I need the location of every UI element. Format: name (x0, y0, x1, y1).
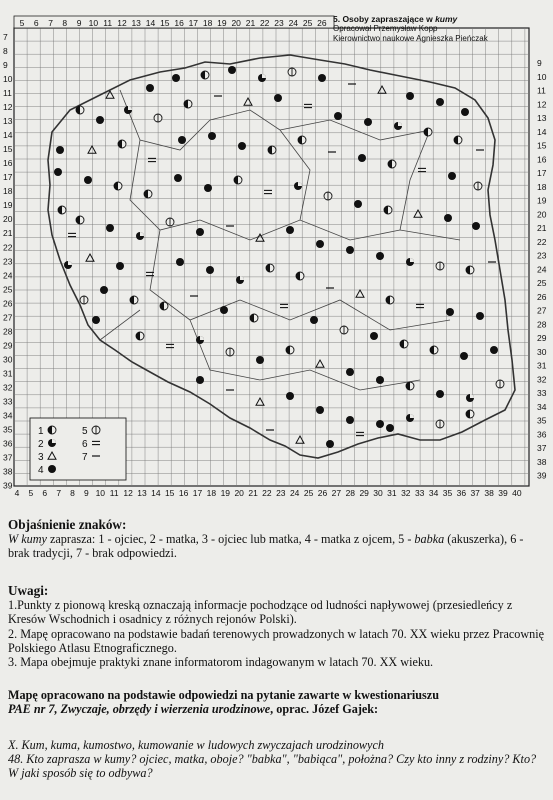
map-symbol-half-dark-circle (266, 264, 274, 272)
bottom-col-label: 37 (470, 488, 480, 498)
top-col-label: 7 (48, 18, 53, 28)
note-2: 2. Mapę opracowano na podstawie badań terenowych prowadzonych w latach 70. XX wieku przez Pracownię Polskiego Atlasu Etnograficznego. (8, 626, 545, 655)
top-col-label: 10 (88, 18, 99, 28)
map-symbol-dark-circle (346, 368, 354, 376)
bottom-col-label: 21 (248, 488, 258, 498)
map-symbol-half-dark-circle (430, 346, 438, 354)
map-symbol-circle-line (324, 192, 332, 200)
map-symbol-half-dark-circle (298, 136, 306, 144)
right-row-label: 35 (537, 415, 547, 426)
map-symbol-dark-circle (56, 146, 64, 154)
map-symbol-dark-circle (176, 258, 184, 266)
left-row-label: 36 (3, 438, 13, 449)
right-row-label: 24 (537, 264, 547, 275)
top-col-label: 21 (245, 18, 256, 28)
right-row-label: 20 (537, 209, 547, 220)
right-row-label: 10 (537, 71, 547, 82)
question-line-1: X. Kum, kuma, kumostwo, kumowanie w ludowych zwyczajach urodzinowych (8, 738, 384, 752)
map-symbol-circle-line (154, 114, 162, 122)
left-row-label: 19 (3, 200, 13, 211)
bottom-col-label: 40 (512, 488, 522, 498)
left-row-label: 11 (3, 88, 12, 99)
explanation-part-a: zaprasza: 1 - ojciec, 2 - matka, 3 - ojciec lub matka, 4 - matka z ojcem, 5 - (46, 532, 415, 547)
map-symbol-quarter-light-circle (406, 414, 414, 422)
bottom-col-label: 39 (498, 488, 508, 498)
map-symbol-dark-circle (461, 108, 469, 116)
map-symbol-equals (166, 344, 174, 347)
map-title-box (333, 14, 519, 44)
map-symbol-dark-circle (326, 440, 334, 448)
map-symbol-dark-circle (386, 424, 394, 432)
source-section (8, 688, 548, 716)
explanation-text (8, 532, 548, 560)
left-row-label: 26 (3, 298, 13, 309)
bottom-col-label: 12 (123, 488, 133, 498)
right-row-label: 15 (537, 140, 547, 151)
bottom-col-label: 18 (206, 488, 217, 498)
bottom-col-label: 36 (456, 488, 467, 498)
map-symbol-triangle (316, 360, 324, 367)
map-symbol-half-dark-circle (118, 140, 126, 148)
source-questionnaire: PAE nr 7, Zwyczaje, obrzędy i wierzenia urodzinowe (8, 702, 271, 717)
left-row-label: 38 (3, 466, 13, 477)
bottom-col-label: 34 (428, 488, 439, 498)
right-row-label: 19 (537, 195, 547, 206)
explanation-lead: W kumy (8, 532, 47, 547)
source-line-2 (8, 702, 548, 716)
question-line-2: 48. Kto zaprasza w kumy? ojciec, matka, oboje? "babka", "babiąca", położna? Czy kto inny z rodziny? Kto? W jaki sposób się to odbywa? (8, 752, 537, 781)
bottom-col-label: 11 (109, 488, 119, 498)
map-symbol-circle-line (166, 218, 174, 226)
map-symbol-half-dark-circle (48, 426, 56, 434)
map-symbol-half-dark-circle (160, 302, 168, 310)
map-symbol-quarter-light-circle (236, 276, 244, 284)
map-author: Opracował Przemysław Kopp (333, 24, 438, 33)
map-symbol-dark-circle (238, 142, 246, 150)
explanation-part-b: (akuszerka), 6 - brak tradycji, 7 - brak odpowiedzi. (8, 532, 524, 561)
bottom-col-label: 29 (359, 488, 369, 498)
left-row-label: 21 (3, 228, 13, 239)
left-row-label: 13 (3, 116, 13, 127)
map-symbol-dark-circle (286, 226, 294, 234)
map-symbol-dark-circle (208, 132, 216, 140)
map-legend (30, 418, 126, 480)
map-symbol-half-dark-circle (201, 71, 209, 79)
question-section (8, 738, 548, 781)
bottom-col-label: 13 (137, 488, 147, 498)
top-col-label: 11 (103, 18, 113, 28)
left-row-label: 8 (3, 46, 8, 56)
top-col-label: 13 (131, 18, 141, 28)
right-row-label: 33 (537, 388, 547, 399)
bottom-col-label: 5 (28, 488, 34, 498)
map-symbol-dark-circle (444, 214, 452, 222)
bottom-col-label: 10 (95, 488, 106, 498)
map-symbol-dark-circle (490, 346, 498, 354)
map-symbol-circle-line (340, 326, 348, 334)
map-symbol-dark-circle (446, 308, 454, 316)
map-symbol-equals (68, 233, 76, 236)
right-row-label: 17 (537, 168, 547, 178)
map-symbol-half-dark-circle (268, 146, 276, 154)
explanation-babka: babka (414, 532, 445, 547)
left-row-label: 35 (3, 424, 13, 435)
map-symbol-triangle (378, 86, 386, 93)
map-symbol-dark-circle (316, 406, 324, 414)
bottom-col-label: 4 (14, 488, 20, 498)
map-symbol-dark-circle (206, 266, 214, 274)
legend-number: 6 (82, 439, 88, 450)
legend-number: 4 (38, 465, 44, 476)
map-symbol-dark-circle (376, 376, 384, 384)
map-symbol-half-dark-circle (250, 314, 258, 322)
left-row-label: 22 (3, 242, 13, 253)
bottom-col-label: 19 (220, 488, 231, 498)
map-symbol-quarter-light-circle (124, 106, 132, 114)
right-row-label: 21 (537, 223, 547, 234)
map-symbol-dark-circle (274, 94, 282, 102)
map-symbol-triangle (356, 290, 364, 297)
map-symbol-quarter-light-circle (406, 258, 414, 266)
map-symbol-triangle (414, 210, 422, 217)
map-symbol-half-dark-circle (234, 176, 242, 184)
legend-box (30, 418, 126, 480)
top-col-label: 15 (160, 18, 170, 28)
map-symbol-quarter-light-circle (466, 394, 474, 402)
right-row-label: 28 (537, 319, 547, 330)
right-row-label: 31 (537, 360, 547, 371)
top-col-label: 25 (302, 18, 313, 28)
left-row-label: 14 (3, 130, 13, 141)
map-symbol-circle-line (436, 420, 444, 428)
map-symbol-triangle (296, 436, 304, 443)
explanation-heading: Objaśnienie znaków: (8, 517, 127, 532)
map-symbol-half-dark-circle (424, 128, 432, 136)
map-symbol-circle-line (496, 380, 504, 388)
bottom-col-label: 7 (56, 488, 62, 498)
map-symbol-circle-line (474, 182, 482, 190)
map-symbol-circle-line (436, 262, 444, 270)
map-symbol-equals (280, 304, 288, 307)
map-symbol-dark-circle (286, 392, 294, 400)
bottom-col-label: 26 (317, 488, 328, 498)
right-row-label: 32 (537, 374, 547, 385)
map-symbol-circle-line (288, 68, 296, 76)
top-col-label: 24 (288, 18, 299, 28)
map-symbol-half-dark-circle (406, 382, 414, 390)
map-symbol-half-dark-circle (184, 100, 192, 108)
right-row-label: 22 (537, 236, 547, 247)
map-symbol-dark-circle (96, 116, 104, 124)
top-col-label: 26 (317, 18, 327, 28)
right-row-label: 16 (537, 154, 547, 165)
map-symbol-half-dark-circle (466, 410, 474, 418)
bottom-col-label: 31 (387, 488, 397, 498)
right-row-label: 25 (537, 278, 547, 289)
map-symbol-dark-circle (376, 252, 384, 260)
map-symbol-half-dark-circle (466, 266, 474, 274)
top-col-label: 14 (145, 18, 156, 28)
map-symbol-dark-circle (376, 420, 384, 428)
right-row-label: 14 (537, 126, 547, 137)
map-title-term: kumy (435, 14, 458, 24)
map-symbol-dark-circle (178, 136, 186, 144)
bottom-col-label: 30 (373, 488, 383, 498)
bottom-col-label: 9 (84, 488, 89, 498)
map-symbol-dark-circle (228, 66, 236, 74)
map-symbol-dark-circle (460, 352, 468, 360)
right-row-label: 34 (537, 401, 547, 412)
top-col-label: 23 (274, 18, 284, 28)
map-symbol-dark-circle (220, 306, 228, 314)
top-col-label: 19 (217, 18, 227, 28)
bottom-col-label: 33 (414, 488, 425, 498)
bottom-col-label: 17 (192, 488, 203, 498)
map-symbol-half-dark-circle (76, 106, 84, 114)
right-row-label: 13 (537, 113, 547, 123)
bottom-col-label: 6 (42, 488, 48, 498)
map-symbol-half-dark-circle (454, 136, 462, 144)
right-row-label: 26 (537, 291, 547, 302)
bottom-col-label: 35 (442, 488, 453, 498)
map-symbol-dark-circle (358, 154, 366, 162)
top-col-label: 9 (76, 18, 82, 28)
map-symbol-dark-circle (370, 332, 378, 340)
bottom-col-label: 15 (164, 488, 175, 498)
left-row-label: 33 (3, 396, 13, 407)
bottom-col-label: 16 (178, 488, 189, 498)
notes-section (8, 584, 548, 669)
right-row-label: 36 (537, 429, 547, 440)
map-symbols (54, 66, 504, 448)
bottom-col-label: 14 (151, 488, 161, 498)
left-row-label: 34 (3, 410, 13, 421)
right-row-label: 9 (537, 58, 542, 68)
left-row-label: 30 (3, 354, 13, 365)
map-symbol-half-dark-circle (296, 272, 304, 280)
map-symbol-equals (264, 190, 272, 193)
top-col-label: 20 (231, 18, 241, 28)
right-row-label: 39 (537, 470, 547, 481)
left-row-label: 23 (3, 256, 13, 267)
source-author: , oprac. Józef Gajek: (270, 702, 379, 717)
right-row-label: 23 (537, 250, 547, 261)
left-row-label: 29 (3, 340, 13, 351)
bottom-col-label: 20 (234, 488, 244, 498)
legend-number: 2 (38, 439, 44, 450)
top-col-label: 8 (62, 18, 68, 28)
bottom-col-label: 8 (70, 488, 75, 498)
top-col-label: 18 (202, 18, 213, 28)
map-symbol-half-dark-circle (130, 296, 138, 304)
left-row-label: 18 (3, 186, 13, 197)
map-symbol-half-dark-circle (144, 190, 152, 198)
map-symbol-dark-circle (364, 118, 372, 126)
map-symbol-half-dark-circle (386, 296, 394, 304)
map-symbol-circle-line (80, 296, 88, 304)
bottom-col-label: 25 (303, 488, 314, 498)
map-symbol-dark-circle (116, 262, 124, 270)
bottom-col-label: 27 (331, 488, 342, 498)
map-symbol-dark-circle (436, 390, 444, 398)
map-supervision: Kierownictwo naukowe Agnieszka Pieńczak (333, 34, 488, 43)
legend-number: 5 (82, 426, 88, 437)
right-row-label: 37 (537, 443, 547, 454)
bottom-col-label: 22 (262, 488, 272, 498)
map-symbol-half-dark-circle (388, 160, 396, 168)
map-symbol-equals (304, 104, 312, 107)
map-symbol-equals (148, 158, 156, 161)
map-symbol-quarter-light-circle (196, 336, 204, 344)
top-col-label: 5 (19, 18, 25, 28)
map-title-prefix: 5. Osoby zapraszające w (333, 14, 433, 24)
map-symbol-equals (418, 168, 426, 171)
map-symbol-half-dark-circle (286, 346, 294, 354)
map-symbol-dark-circle (472, 222, 480, 230)
left-row-label: 31 (3, 368, 13, 379)
right-row-label: 38 (537, 456, 547, 467)
map-symbol-half-dark-circle (136, 332, 144, 340)
top-col-label: 16 (174, 18, 184, 28)
map-symbol-dark-circle (448, 172, 456, 180)
left-row-label: 25 (3, 284, 13, 295)
bottom-col-label: 23 (276, 488, 286, 498)
left-row-label: 16 (3, 158, 13, 169)
map-symbol-half-dark-circle (400, 340, 408, 348)
map-symbol-quarter-light-circle (394, 122, 402, 130)
map-symbol-dark-circle (318, 74, 326, 82)
bottom-col-label: 28 (345, 488, 356, 498)
legend-number: 1 (38, 426, 44, 437)
map-symbol-dark-circle (48, 465, 56, 473)
legend-number: 3 (38, 452, 44, 463)
map-symbol-dark-circle (196, 376, 204, 384)
map-symbol-triangle (244, 98, 252, 105)
map-symbol-dark-circle (346, 246, 354, 254)
map-symbol-dark-circle (310, 316, 318, 324)
note-3: 3. Mapa obejmuje praktyki znane informatorom indagowanym w latach 70. XX wieku. (8, 655, 434, 670)
right-row-label: 29 (537, 333, 547, 344)
top-col-label: 12 (117, 18, 127, 28)
map-symbol-half-dark-circle (384, 206, 392, 214)
map-symbol-dark-circle (406, 92, 414, 100)
map-symbol-dark-circle (172, 74, 180, 82)
left-row-label: 32 (3, 382, 13, 393)
left-row-label: 24 (3, 270, 13, 281)
left-row-label: 12 (3, 102, 13, 113)
map-symbol-dark-circle (476, 312, 484, 320)
top-col-label: 6 (33, 18, 39, 28)
poland-outline (48, 55, 515, 458)
left-row-label: 39 (3, 480, 13, 491)
map-symbol-quarter-light-circle (294, 182, 302, 190)
legend-number: 7 (82, 452, 88, 463)
map-title (333, 14, 519, 24)
map-symbol-triangle (88, 146, 96, 153)
left-row-label: 28 (3, 326, 13, 337)
map-symbol-quarter-light-circle (136, 232, 144, 240)
right-row-label: 12 (537, 99, 547, 110)
left-row-label: 27 (3, 312, 13, 323)
country-border (48, 55, 515, 458)
map-symbol-half-dark-circle (58, 206, 66, 214)
map-symbol-circle-line (92, 426, 100, 434)
map-symbol-dark-circle (204, 184, 212, 192)
left-row-label: 7 (3, 32, 8, 42)
map-symbol-circle-line (226, 348, 234, 356)
note-1: 1.Punkty z pionową kreską oznaczają informacje pochodzące od ludności napływowej (przesiedleńcy z Kresów Wschodnich i osadnicy z różnych rejonów Polski). (8, 598, 513, 627)
bottom-col-label: 24 (289, 488, 300, 498)
map-symbol-half-dark-circle (114, 182, 122, 190)
top-col-label: 22 (259, 18, 270, 28)
right-row-label: 11 (537, 85, 546, 96)
map-symbol-half-dark-circle (76, 216, 84, 224)
map-symbol-quarter-light-circle (258, 74, 266, 82)
map-symbol-dark-circle (354, 200, 362, 208)
map-symbol-dark-circle (316, 240, 324, 248)
left-row-label: 20 (3, 214, 13, 225)
map-symbol-dark-circle (346, 416, 354, 424)
top-col-label: 17 (188, 18, 199, 28)
map-symbol-dark-circle (100, 286, 108, 294)
map-symbol-dark-circle (334, 112, 342, 120)
explanation-section (8, 518, 548, 561)
map-symbol-dark-circle (436, 98, 444, 106)
left-row-label: 17 (3, 172, 13, 183)
map-symbol-dark-circle (174, 174, 182, 182)
right-row-label: 30 (537, 346, 547, 357)
left-row-label: 15 (3, 144, 13, 155)
bottom-col-label: 38 (484, 488, 494, 498)
left-row-label: 9 (3, 60, 8, 70)
notes-heading: Uwagi: (8, 583, 49, 598)
map-symbol-dark-circle (84, 176, 92, 184)
source-line-1: Mapę opracowano na podstawie odpowiedzi na pytanie zawarte w kwestionariuszu (8, 688, 439, 702)
map-symbol-dark-circle (54, 168, 62, 176)
bottom-col-label: 32 (401, 488, 411, 498)
right-row-label: 18 (537, 181, 547, 192)
map-symbol-dark-circle (256, 356, 264, 364)
map-symbol-dark-circle (106, 224, 114, 232)
left-row-label: 10 (3, 74, 13, 85)
map-symbol-dark-circle (92, 316, 100, 324)
map-symbol-dark-circle (146, 84, 154, 92)
map-symbol-quarter-light-circle (48, 439, 56, 447)
map-symbol-quarter-light-circle (64, 261, 72, 269)
left-row-label: 37 (3, 452, 13, 463)
right-row-label: 27 (537, 305, 547, 316)
map-symbol-dark-circle (196, 228, 204, 236)
